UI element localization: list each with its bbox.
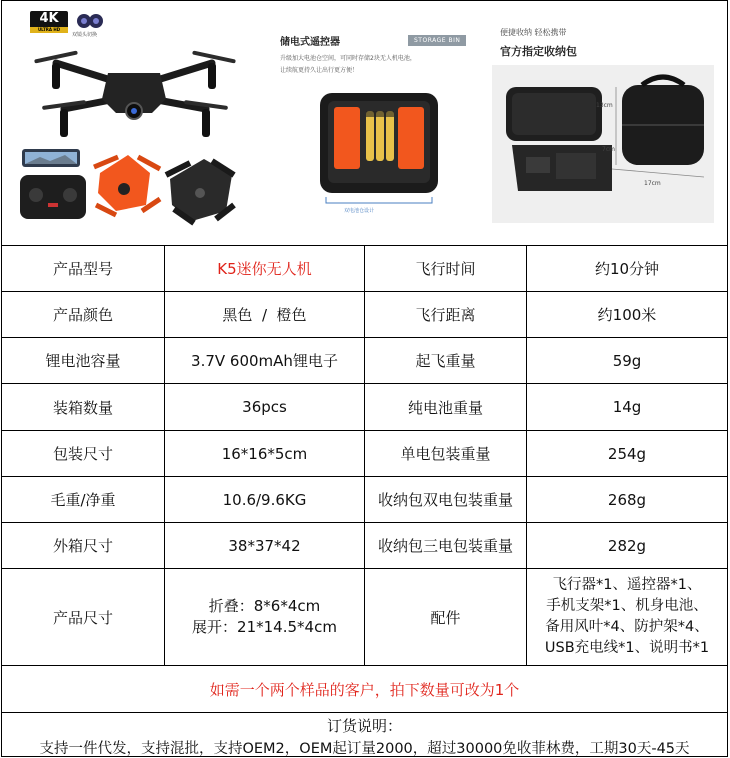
product-size-value [165, 569, 365, 665]
spec-label: 收纳包双电包装重量 [365, 477, 527, 522]
spec-value: 36pcs [165, 384, 365, 430]
dual-camera-icon [76, 13, 104, 29]
spec-value: 282g [607, 536, 647, 555]
spec-label: 单电包装重量 [365, 431, 527, 476]
table-row [2, 523, 727, 569]
storage-remote-title: 储电式遥控器 [280, 37, 340, 48]
table-row [2, 338, 727, 384]
spec-value: 268g [607, 490, 647, 509]
spec-label: 飞行距离 [365, 292, 527, 337]
caption-bracket [324, 197, 434, 207]
product-image-strip [2, 1, 727, 246]
sample-note: 如需一个两个样品的客户，拍下数量可改为1个 [2, 666, 727, 713]
storage-remote-promo [264, 1, 484, 245]
spec-label: 收纳包三电包装重量 [365, 523, 527, 568]
spec-label: 产品型号 [2, 245, 165, 291]
storage-bag-tagline: 便捷收纳 轻松携带 [500, 28, 567, 37]
spec-label: 外箱尺寸 [2, 523, 165, 568]
battery-caption: 双电池仓设计 [344, 208, 375, 214]
storage-bin-tag: STORAGE BIN [408, 35, 466, 46]
table-row [2, 431, 727, 477]
spec-value: 16*16*5cm [165, 431, 365, 476]
spec-value: 约100米 [597, 306, 657, 324]
4k-badge: 4K ULTRA HD [30, 11, 68, 33]
dim-depth: 7cm [602, 146, 615, 153]
spec-value: 59g [612, 351, 642, 370]
spec-label: 毛重/净重 [2, 477, 165, 522]
table-row [2, 477, 727, 523]
spec-label: 飞行时间 [365, 245, 527, 291]
spec-value: 约10分钟 [594, 259, 660, 278]
spec-label: 起飞重量 [365, 338, 527, 383]
black-drone-illustration [24, 41, 244, 141]
spec-label: 纯电池重量 [365, 384, 527, 430]
storage-bag-photo [492, 65, 714, 223]
drone-variants-photo [20, 149, 244, 231]
camera-caption: 双镜头切换 [72, 32, 98, 38]
spec-value: 10.6/9.6KG [165, 477, 365, 522]
spec-value: 黑色 / 橙色 [165, 292, 365, 337]
product-spec-sheet [1, 0, 728, 757]
spec-value: 38*37*42 [165, 523, 365, 568]
unfolded-size: 展开：21*14.5*4cm [192, 618, 337, 636]
spec-label: 产品尺寸 [2, 569, 165, 665]
spec-label: 包装尺寸 [2, 431, 165, 476]
spec-label: 装箱数量 [2, 384, 165, 430]
spec-value: 254g [607, 444, 647, 463]
table-row [2, 569, 727, 666]
accessories-list: 飞行器*1、遥控器*1、 手机支架*1、机身电池、 备用风叶*4、防护架*4、 USB充电线*1、说明书*1 [544, 577, 710, 656]
storage-remote-desc: 升级加大电池仓空间，可同时存储2块无人机电池， 让续航更持久让出行更方便！ [280, 55, 416, 74]
spec-value: 14g [612, 398, 642, 416]
table-row [2, 292, 727, 338]
order-terms: 支持一件代发，支持混批，支持OEM2，OEM起订量2000，超过30000免收菲林费，工期30天-45天 [39, 741, 690, 757]
model-value: K5迷你无人机 [165, 245, 365, 291]
battery-compartment-illustration [314, 89, 444, 197]
order-heading: 订货说明： [326, 717, 402, 735]
drone-product-photo [14, 1, 246, 245]
storage-bag-promo [490, 1, 720, 245]
dim-height: 13cm [596, 102, 613, 109]
spec-label: 配件 [365, 569, 527, 665]
dim-width: 17cm [644, 180, 661, 187]
table-row [2, 245, 727, 292]
spec-label: 产品颜色 [2, 292, 165, 337]
spec-label: 锂电池容量 [2, 338, 165, 383]
table-row [2, 384, 727, 431]
folded-size: 折叠：8*6*4cm [208, 597, 321, 615]
spec-value: 3.7V 600mAh锂电子 [165, 338, 365, 383]
storage-bag-title: 官方指定收纳包 [500, 45, 577, 58]
